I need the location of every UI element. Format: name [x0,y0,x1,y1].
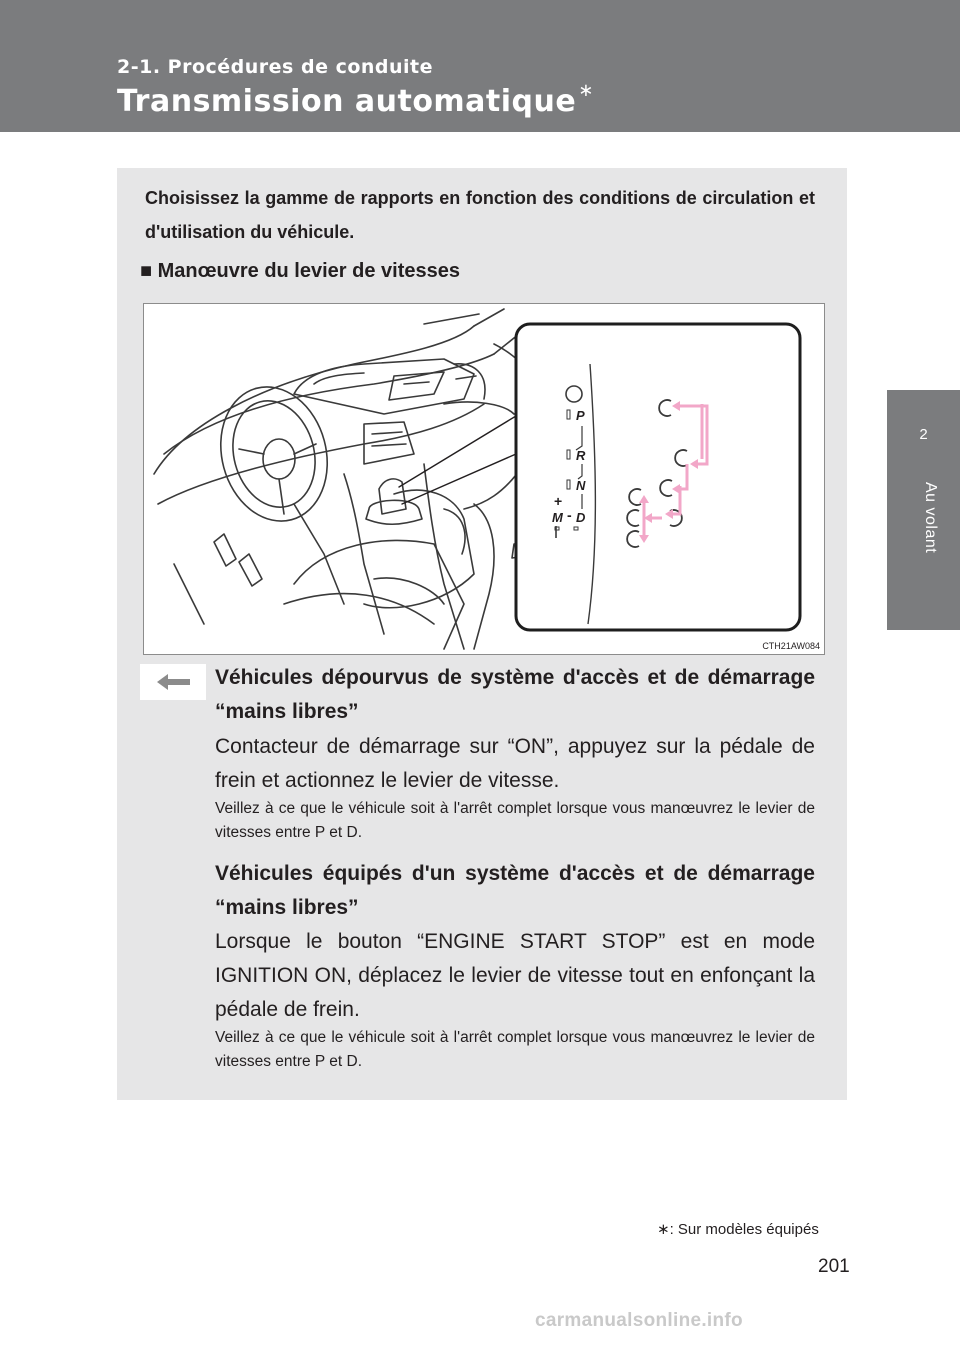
detail-inset [516,324,800,630]
section-label: 2-1. Procédures de conduite [117,56,434,78]
block-2-title: Véhicules équipés d'un système d'accès et de démarrage “mains libres” [215,862,815,919]
gear-label-d: D [576,510,586,525]
shift-knob [379,479,406,514]
equipped-mark: ∗ [578,80,594,101]
block-2-note: Veillez à ce que le véhicule soit à l'arrêt complet lorsque vous manœuvrez le levier de vitesses entre P et D. [215,1029,815,1070]
block-2-body: Lorsque le bouton “ENGINE START STOP” est en mode IGNITION ON, déplacez le levier de vitesse tout en enfonçant la pédale de frein. [215,930,815,1021]
block-1-body: Contacteur de démarrage sur “ON”, appuyez sur la pédale de frein et actionnez le levier de vitesse. [215,735,815,792]
chapter-name: Au volant [922,482,939,554]
watermark: carmanualsonline.info [535,1310,743,1331]
block-1-title: Véhicules dépourvus de système d'accès et de démarrage “mains libres” [215,666,815,723]
chapter-number: 2 [919,426,928,443]
block-1-note: Veillez à ce que le véhicule soit à l'arrêt complet lorsque vous manœuvrez le levier de vitesses entre P et D. [215,800,815,841]
chapter-side-tab [887,390,960,630]
badge-left-arrow [140,664,206,700]
gear-label-p: P [576,408,585,423]
gear-label-m: M [552,510,563,525]
steering-wheel [206,375,342,533]
chapter-header [0,0,960,132]
gear-label-minus: - [567,507,572,523]
page-title-text: Transmission automatique [117,84,577,119]
subheading: ■ Manœuvre du levier de vitesses [140,260,460,282]
gear-label-r: R [576,448,586,463]
shift-lever-illustration [143,303,825,655]
intro-text: Choisissez la gamme de rapports en fonction des conditions de circulation et d'utilisation du véhicule. [145,188,815,242]
cockpit-drawing [144,304,824,654]
page-number: 201 [818,1256,850,1277]
page-title [117,80,594,119]
footnote: ∗: Sur modèles équipés [657,1221,819,1238]
leader-line-top [399,416,516,487]
left-arrow-icon [140,664,206,700]
leader-line-bottom [402,454,516,504]
gear-label-n: N [576,478,586,493]
figure-code: CTH21AW084 [762,641,820,651]
gear-label-plus: + [554,493,563,509]
